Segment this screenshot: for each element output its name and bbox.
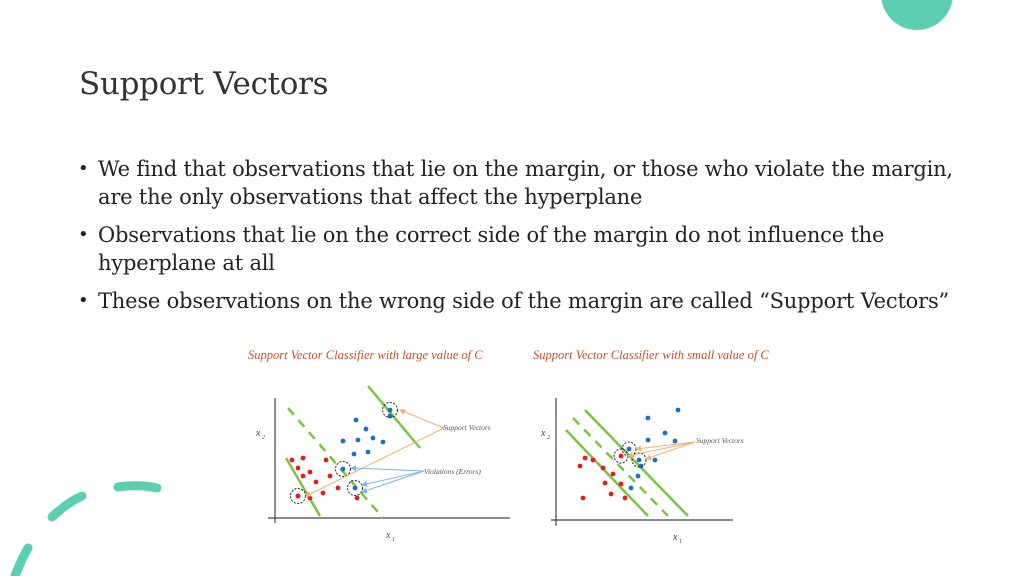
data-point [583,456,588,461]
bullet-list [76,155,956,325]
data-point [321,491,326,496]
support-vector-markers [291,403,398,504]
data-point [352,452,357,457]
teal-dash-decoration [118,486,157,488]
data-point [611,472,616,477]
data-point [609,492,614,497]
annotation-arrow [400,410,444,428]
support-vectors-label: Support Vectors [696,436,744,445]
x-axis-label: x [386,530,391,541]
data-point [308,496,313,501]
figure-title: Support Vector Classifier with large value of C [248,348,483,362]
data-point [366,450,371,455]
data-point [629,486,634,491]
data-point [676,408,681,413]
red-class-points [578,456,628,501]
margin-line [286,458,320,516]
y-axis-label: x [256,428,261,439]
data-point [601,466,606,471]
data-point [646,416,651,421]
x-axis-subscript: 1 [392,537,395,543]
bullet-item [76,287,956,315]
data-point [627,447,632,452]
margin-line [368,386,420,448]
data-point [364,427,369,432]
figure-title: Support Vector Classifier with small value of C [533,348,769,362]
data-point [371,436,376,441]
hyperplane-line [288,408,383,518]
x-axis-subscript: 1 [679,539,682,545]
data-point [353,486,358,491]
red-class-points [290,456,360,501]
bullet-dot-icon: • [78,290,89,311]
data-point [314,480,319,485]
data-point [619,454,624,459]
hyperplane-line [573,418,668,516]
annotation-arrow [362,471,424,492]
data-point [354,418,359,423]
support-vectors-label: Support Vectors [443,423,491,432]
bullet-dot-icon: • [78,158,89,179]
slide-title: Support Vectors [79,66,329,102]
blue-class-points [341,414,393,457]
data-point [341,467,346,472]
data-point [341,439,346,444]
data-point [663,431,668,436]
data-point [301,474,306,479]
margin-line [585,410,688,516]
annotation-arrow [362,471,424,485]
data-point [355,496,360,501]
svc-large-c-plot [248,348,520,548]
data-point [336,486,341,491]
svc-large-c-figure [248,348,520,548]
data-point [381,440,386,445]
data-point [603,481,608,486]
data-point [296,466,301,471]
annotation-arrow [351,468,424,471]
data-point [324,458,329,463]
data-point [308,470,313,475]
data-point [301,456,306,461]
data-point [646,438,651,443]
data-point [296,494,301,499]
margin-line [566,430,648,516]
data-point [673,439,678,444]
data-point [623,496,628,501]
data-point [581,496,586,501]
teal-dash-decoration [52,496,82,517]
y-axis-subscript: 2 [262,435,265,441]
data-point [637,458,642,463]
data-point [591,458,596,463]
violations-label: Violations (Errors) [424,467,481,476]
data-point [653,458,658,463]
data-point [290,458,295,463]
data-point [356,438,361,443]
bullet-item [76,221,956,277]
teal-circle-decoration [881,0,953,30]
data-point [619,482,624,487]
teal-dash-decoration [15,548,28,576]
svc-small-c-figure [533,348,805,548]
bullet-dot-icon: • [78,224,89,245]
bullet-text: These observations on the wrong side of the margin are called “Support Vectors” [98,289,950,313]
x-axis-label: x [673,532,678,543]
data-point [388,408,393,413]
bullet-text: We find that observations that lie on the margin, or those who violate the margin, are the only observations that affect the hyperplane [98,157,953,209]
svc-small-c-plot [533,348,805,548]
data-point [636,474,641,479]
y-axis-label: x [541,428,546,439]
bullet-text: Observations that lie on the correct side of the margin do not influence the hyperplane at all [98,223,885,275]
data-point [328,474,333,479]
data-point [578,464,583,469]
bullet-item [76,155,956,211]
y-axis-subscript: 2 [547,435,550,441]
